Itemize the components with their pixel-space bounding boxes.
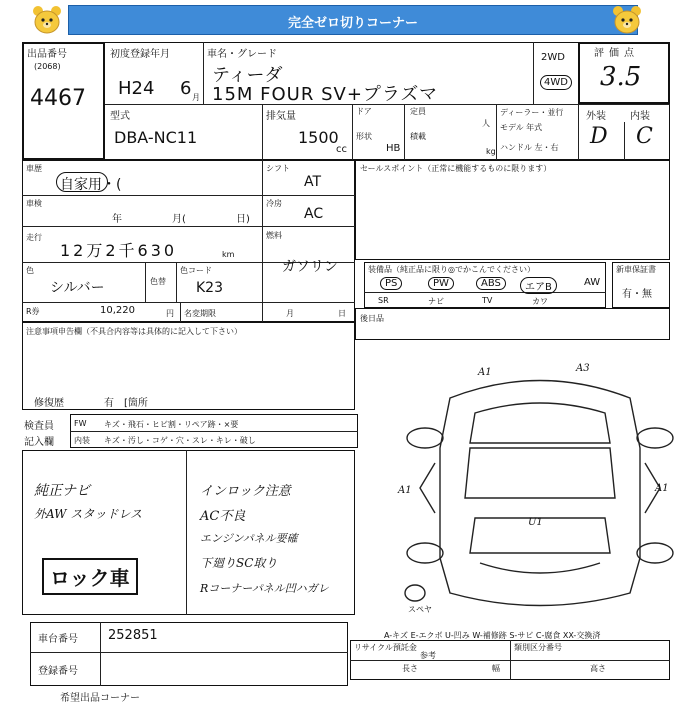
shift-label: シフト xyxy=(266,164,290,173)
inspection-year: 年 xyxy=(112,214,122,225)
color-change-label: 色替 xyxy=(150,277,166,286)
capacity-label: 定員 xyxy=(410,107,426,116)
equipment-pw: PW xyxy=(428,277,454,290)
lot-label: 出品番号 xyxy=(27,49,67,60)
handle-label: ハンドル 左・右 xyxy=(500,143,559,152)
mileage-label: 走行 xyxy=(26,233,42,242)
shape-value: HB xyxy=(386,143,401,154)
lot-number: 4467 xyxy=(30,86,86,111)
equipment-tv: TV xyxy=(482,296,493,305)
equipment-ps: PS xyxy=(380,277,402,290)
remark-left-2: 外AW スタッドレス xyxy=(34,507,142,521)
banner-title: 完全ゼロ切りコーナー xyxy=(287,16,418,31)
banner xyxy=(68,5,638,35)
check-interior: 内装 xyxy=(74,436,90,445)
size-width: 幅 xyxy=(492,664,500,673)
diagram-mark-1: A1 xyxy=(478,367,492,378)
displacement-unit: cc xyxy=(336,144,347,155)
check-row2: キズ・汚し・コゲ・穴・スレ・キレ・破し xyxy=(104,436,256,445)
dealer-label: ディーラー・並行 xyxy=(500,108,564,117)
meigi-label: 名変期限 xyxy=(184,309,216,318)
reg-month-unit: 月 xyxy=(192,93,200,102)
remark-right-4: 下廻りSC取り xyxy=(200,556,278,570)
exterior-label: 外装 xyxy=(586,111,606,122)
equipment-abs: ABS xyxy=(476,277,506,290)
car-name: ティーダ xyxy=(212,65,283,86)
car-name-label: 車名・グレード xyxy=(207,49,277,60)
ref-label: 参考 xyxy=(420,651,436,660)
score-label: 評価点 xyxy=(594,48,639,59)
remark-right-5: Rコーナーパネル凹ハガレ xyxy=(200,582,329,595)
usage-value: 自家用・( xyxy=(60,177,122,193)
equipment-sr: SR xyxy=(378,296,389,305)
exterior-grade: D xyxy=(590,124,608,149)
damage-legend: A-キズ E-エクボ U-凹み W-補修跡 S-サビ C-腐食 XX-交換済 xyxy=(384,631,601,640)
inspection-day: 日) xyxy=(236,214,250,225)
warranty-label: 新車保証書 xyxy=(616,265,656,274)
diagram-mark-3: A1 xyxy=(398,485,412,496)
plate-label: リサイクル預託金 xyxy=(354,643,417,652)
color-code-value: K23 xyxy=(196,280,223,296)
shift-value: AT xyxy=(304,174,322,190)
door-label: ドア xyxy=(356,107,372,116)
equipment-aw: AW xyxy=(584,277,601,288)
sales-point-box xyxy=(355,160,670,260)
interior-label: 内装 xyxy=(630,111,650,122)
warranty-value: 有・無 xyxy=(622,289,652,300)
interior-grade: C xyxy=(636,124,653,149)
equipment-label: 装備品（純正品に限り◎でかこんでください） xyxy=(368,265,535,274)
drive-2wd: 2WD xyxy=(541,52,565,63)
sales-point-label: セールスポイント（正常に機能するものに限ります） xyxy=(360,164,552,173)
chassis-number: 252851 xyxy=(108,628,158,643)
drive-4wd: 4WD xyxy=(540,75,572,90)
color-code-label: 色コード xyxy=(180,266,212,275)
repair-label: 修復歴 xyxy=(34,398,64,409)
check-row1: キズ・飛石・ヒビ割・リペア跡・×要 xyxy=(104,420,239,429)
remark-right-3: エンジンパネル要確 xyxy=(200,532,298,545)
entry-label: 記入欄 xyxy=(24,437,54,448)
check-fw: FW xyxy=(74,419,87,428)
aircon-label: 冷房 xyxy=(266,199,282,208)
shape-label: 形状 xyxy=(356,132,372,141)
meigi-month: 月 xyxy=(286,309,294,318)
equipment-airbag: エアB xyxy=(520,277,557,294)
car-grade: 15M FOUR SV+プラズマ xyxy=(212,84,439,105)
chassis-label: 車台番号 xyxy=(38,634,78,645)
model-label: 型式 xyxy=(110,111,130,122)
first-reg-label: 初度登録年月 xyxy=(110,49,170,60)
lot-sub: (2068) xyxy=(34,62,61,71)
recycle-amount: 10,220 xyxy=(100,305,135,316)
car-damage-diagram xyxy=(395,368,685,613)
aircon-value: AC xyxy=(304,206,324,222)
reg-month: 6 xyxy=(180,78,192,99)
color-value: シルバー xyxy=(50,280,105,296)
equipment-leather: カワ xyxy=(532,297,548,306)
size-length: 長さ xyxy=(402,664,418,673)
diagram-spare-label: スペヤ xyxy=(408,605,432,614)
equipment-navi: ナビ xyxy=(428,297,444,306)
mileage-unit: km xyxy=(222,250,235,259)
rear-seat-label: 後日品 xyxy=(360,314,384,323)
diagram-mark-4: A1 xyxy=(655,483,669,494)
inspector-label: 検査員 xyxy=(24,421,54,432)
usage-label: 車歴 xyxy=(26,164,42,173)
inspection-month: 月( xyxy=(172,214,186,225)
model-value: DBA-NC11 xyxy=(114,128,198,147)
remark-right-1: インロック注意 xyxy=(200,484,291,499)
mileage-value: 12万2千630 xyxy=(60,241,178,260)
notes-label: 注意事項申告欄（不具合内容等は具体的に記入して下さい） xyxy=(26,327,242,336)
spec-label: 類別区分番号 xyxy=(514,643,562,652)
remark-left-1: 純正ナビ xyxy=(34,483,90,499)
bear-mascot-icon-right xyxy=(610,4,644,38)
fuel-value: ガソリン xyxy=(282,259,338,275)
capacity-unit: 人 xyxy=(482,119,490,128)
era-year: H24 xyxy=(118,78,155,99)
reg-label: 登録番号 xyxy=(38,666,78,677)
score-value: 3.5 xyxy=(600,62,642,92)
recycle-unit: 円 xyxy=(166,309,174,318)
displacement-label: 排気量 xyxy=(266,111,296,122)
repair-value: 有 [箇所 xyxy=(104,398,148,409)
size-height: 高さ xyxy=(590,664,606,673)
fuel-label: 燃料 xyxy=(266,231,282,240)
inspection-label: 車検 xyxy=(26,199,42,208)
color-label: 色 xyxy=(26,266,34,275)
recycle-label: R券 xyxy=(26,307,40,316)
model-year-label: モデル 年式 xyxy=(500,123,543,132)
remark-right-2: AC不良 xyxy=(200,509,246,524)
bottom-label: 希望出品コーナー xyxy=(60,693,140,704)
bear-mascot-icon xyxy=(30,4,64,38)
displacement-value: 1500 xyxy=(298,128,339,147)
diagram-mark-5: U1 xyxy=(528,517,543,528)
load-label: 積載 xyxy=(410,132,426,141)
load-unit: kg xyxy=(486,147,496,156)
diagram-mark-2: A3 xyxy=(576,363,590,374)
lock-stamp: ロック車 xyxy=(42,558,138,595)
meigi-day: 日 xyxy=(338,309,346,318)
